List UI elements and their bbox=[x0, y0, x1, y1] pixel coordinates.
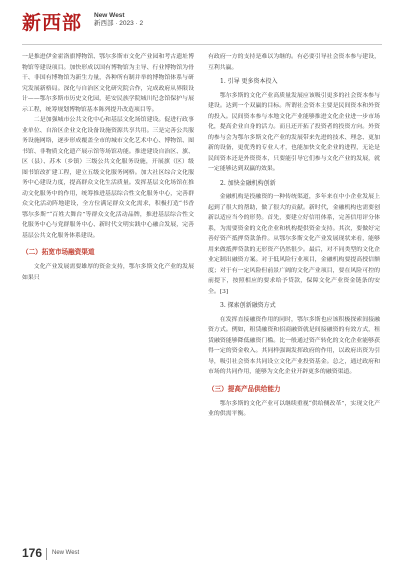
paragraph-capital: 鄂尔多斯的文化产业高质量发展应该吸引更多的社会资本参与建设。达到一个双赢的目标。所谓社会资本主要是民间资本和外资的投入。民间资本参与本地文化产业能够推进文化企业进一步市场化，提高企业自身的活力。而且还开拓了投资者的投资方向。外资的参与会为鄂尔多斯文化产业的发展带来先进的技术、理念、更加新的设备，更优秀的专业人才，也能加快文化企业的进程，无论是民间资本还是外资资本，只要能引导它们参与文化产业的发展，就一定能够达到双赢的效果。 bbox=[208, 92, 380, 172]
section-title-financing: （二）拓宽市场融资渠道 bbox=[22, 248, 95, 256]
brand-sub: 新西部 · 2023 · 2 bbox=[94, 20, 144, 27]
footer-separator bbox=[46, 548, 47, 560]
subheading-finance-innovation: 2. 加快金融机构创新 bbox=[220, 179, 276, 187]
subheading-capital: 1. 引导 更多资本投入 bbox=[220, 78, 278, 85]
header-rule bbox=[22, 44, 382, 45]
right-column bbox=[208, 52, 380, 538]
subheading-financing-methods: 3. 探索创新融资方式 bbox=[220, 302, 276, 309]
paragraph-finance-innovation: 金融机构是投融资的一种传统渠道，多年来在中小企业发展上起到了很大的帮助，做了很大的贡献。新时代，金融机构也需要创新以适应当今的形势。首先，要建立好信用体系，完善信用评分体系，为需要资金的文化企业和机构提供资金支持。其次，要做好完善好资产抵押贷款条件。从鄂尔多斯文化产业发展现状来看，能够用来做抵押贷款的无形资产仍然很少。最后，对不同类型的文化企业定制出融资方案。对于低风险行业项目，金融机构要提高授信额度；对于有一定风险但前景广阔的文化产业项目，要在风险可控的前提下，按照相应的要求给予贷款，保障文化产业资金链条的安全。[3] bbox=[208, 194, 380, 295]
right-intro: 有政府一方的支持是难以为继的。有必要引导社会资本参与建设，互利共赢。 bbox=[208, 54, 380, 71]
brand-english: New West bbox=[94, 12, 125, 19]
paragraph-financing-methods: 在发挥直接融资作用的同时，鄂尔多斯也应该积极探索间接融资方式。例如，租赁融资和招商融资就是间接融资的有效方式，租赁融资能够降低融资门槛。比一般通过资产转化的文化企业能够获得一定的资金收入。其同样强调发挥政府的作用，以政府出资为引导，吸引社会资本共同设立文化产业投资基金。总之，通过政府和市场的共同作用，能够为文化企业开辟更多的融资渠道。 bbox=[208, 316, 380, 375]
left-section-text: 文化产业发展需要雄厚的资金支持，鄂尔多斯文化产业的发展如果只 bbox=[22, 264, 194, 281]
magazine-brand bbox=[94, 12, 143, 28]
section-title-supply: （三）提高产品供给能力 bbox=[208, 384, 281, 393]
left-paragraph-1: 一是推进伊金霍洛旗博物馆、鄂尔多斯市文化产业园和考古遗址博物馆等建设项目。加快形成以国有博物馆为主导、行业博物馆为骨干、非国有博物馆为新生力量，各种所有制并举的博物馆体系与研究发展新格局。深化与自治区文化研究院合作，完成政府从界限设计——鄂尔多斯市历史文化园，延安民族学院城川纪念馆保护与展示工程，统筹规划博物馆基本陈列提升改造项目等。 bbox=[22, 54, 194, 113]
page-footer bbox=[0, 540, 402, 568]
left-column bbox=[22, 52, 194, 538]
magazine-logo: 新西部 bbox=[22, 12, 83, 34]
left-paragraph-2: 二是加强城市公共文化中心和基层文化场馆建设。促进行政事业单位、自治区企业文化设备设施资源共享共用。三是完善公共服务设施网络，逐步形成覆盖全市的城市文化艺术中心、博物馆、图书馆、非物质文化遗产展示馆等场馆功能。推进建设自治区、旗、区（县）、苏木（乡镇）三级公共文化服务设施，开展旗（区）级图书馆改扩建工程，建立五级文化服务网格。加大社区综合文化服务中心建设力度，提高群众文化生活质量。发挥基层文化场馆在推动文化服务中的作用，统筹推进基层综合性文化服务中心，完善群众文化活动阵地建设，全方位满足群众文化需求，积极打造“书香鄂尔多斯”“百姓大舞台”等群众文化活动品牌，推进基层综合性文化服务中心与党群服务中心、新时代文明实践中心融合发展，完善基层公共文化服务体系建设。 bbox=[22, 117, 194, 239]
page-header bbox=[0, 0, 402, 46]
right-section-text: 鄂尔多斯的文化产业可以继续重视“供给侧改革”，实现文化产业的供需平衡。 bbox=[208, 400, 380, 417]
footer-magazine-name: New West bbox=[52, 550, 80, 556]
page-number: 176 bbox=[22, 546, 43, 560]
